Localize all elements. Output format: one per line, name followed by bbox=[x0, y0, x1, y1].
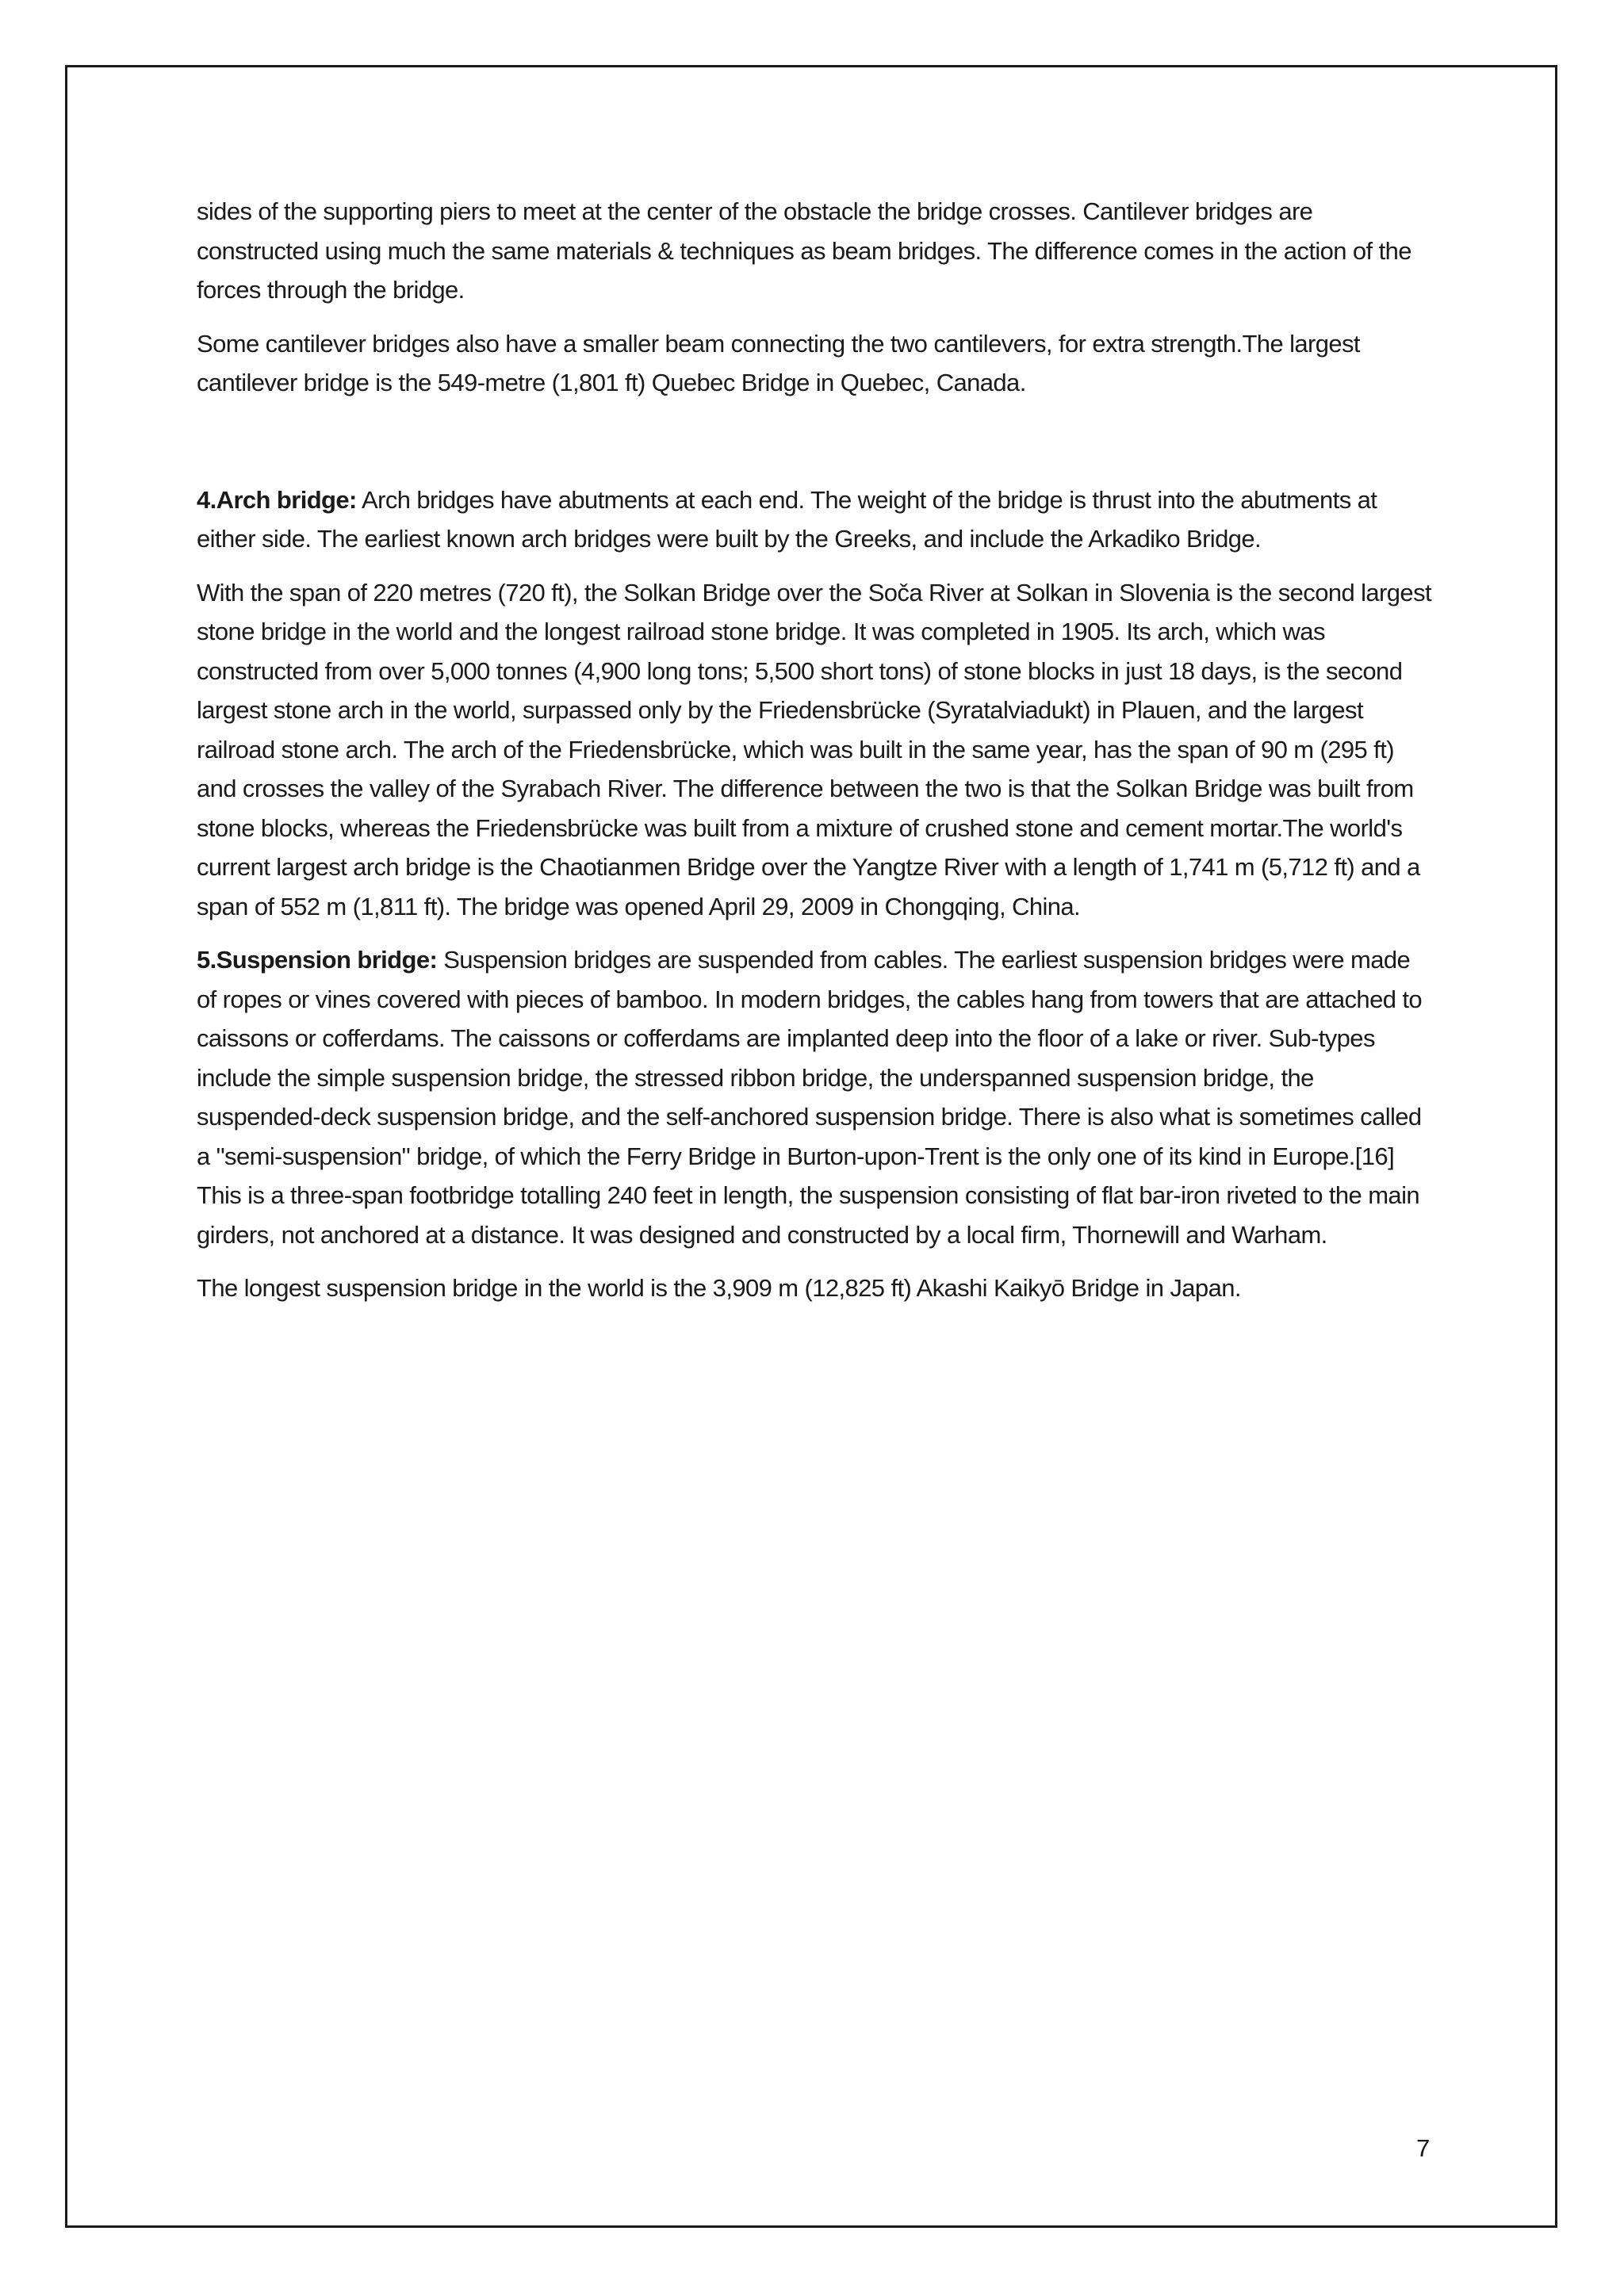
paragraph-arch-intro bbox=[197, 480, 1434, 559]
section-heading-arch-bridge: 4.Arch bridge: bbox=[197, 485, 357, 514]
paragraph-text: Arch bridges have abutments at each end. The weight of the bridge is thrust into the abutments at either side. The earliest known arch bridges were built by the Greeks, and include the Arkadiko Bridge. bbox=[197, 485, 1377, 553]
paragraph-suspension-intro bbox=[197, 940, 1434, 1254]
document-body bbox=[197, 192, 1434, 1308]
paragraph-arch-solkan bbox=[197, 573, 1434, 927]
paragraph-cantilever-continued bbox=[197, 192, 1434, 310]
section-heading-suspension-bridge: 5.Suspension bridge: bbox=[197, 946, 438, 974]
page-number: 7 bbox=[1416, 2134, 1431, 2162]
paragraph-cantilever-extra bbox=[197, 324, 1434, 403]
paragraph-text: With the span of 220 metres (720 ft), the Solkan Bridge over the Soča River at Solkan in Slovenia is the second largest stone bridge in the world and the longest railroad stone bridge. It was completed in 1905. Its arch, which was constructed from over 5,000 tonnes (4,900 long tons; 5,500 short tons) of stone blocks in just 18 days, is the second largest stone arch in the world, surpassed only by the Friedensbrücke (Syratalviadukt) in Plauen, and the largest railroad stone arch. The arch of the Friedensbrücke, which was built in the same year, has the span of 90 m (295 ft) and crosses the valley of the Syrabach River. The difference between the two is that the Solkan Bridge was built from stone blocks, whereas the Friedensbrücke was built from a mixture of crushed stone and cement mortar.The world's current largest arch bridge is the Chaotianmen Bridge over the Yangtze River with a length of 1,741 m (5,712 ft) and a span of 552 m (1,811 ft). The bridge was opened April 29, 2009 in Chongqing, China. bbox=[197, 578, 1431, 920]
paragraph-suspension-longest bbox=[197, 1269, 1434, 1308]
paragraph-text: Some cantilever bridges also have a smaller beam connecting the two cantilevers, for extra strength.The largest cantilever bridge is the 549-metre (1,801 ft) Quebec Bridge in Quebec, Canada. bbox=[197, 329, 1360, 396]
paragraph-text: The longest suspension bridge in the world is the 3,909 m (12,825 ft) Akashi Kaikyō Bridge in Japan. bbox=[197, 1274, 1241, 1302]
paragraph-text: Suspension bridges are suspended from cables. The earliest suspension bridges were made of ropes or vines covered with pieces of bamboo. In modern bridges, the cables hang from towers that are attached to caissons or cofferdams. The caissons or cofferdams are implanted deep into the floor of a lake or river. Sub-types include the simple suspension bridge, the stressed ribbon bridge, the underspanned suspension bridge, the suspended-deck suspension bridge, and the self-anchored suspension bridge. There is also what is sometimes called a "semi-suspension" bridge, of which the Ferry Bridge in Burton-upon-Trent is the only one of its kind in Europe.[16] This is a three-span footbridge totalling 240 feet in length, the suspension consisting of flat bar-iron riveted to the main girders, not anchored at a distance. It was designed and constructed by a local firm, Thornewill and Warham. bbox=[197, 946, 1423, 1249]
paragraph-text: sides of the supporting piers to meet at the center of the obstacle the bridge crosses. Cantilever bridges are constructed using much the same materials & techniques as beam bridges. The difference comes in the action of the forces through the bridge. bbox=[197, 197, 1411, 304]
